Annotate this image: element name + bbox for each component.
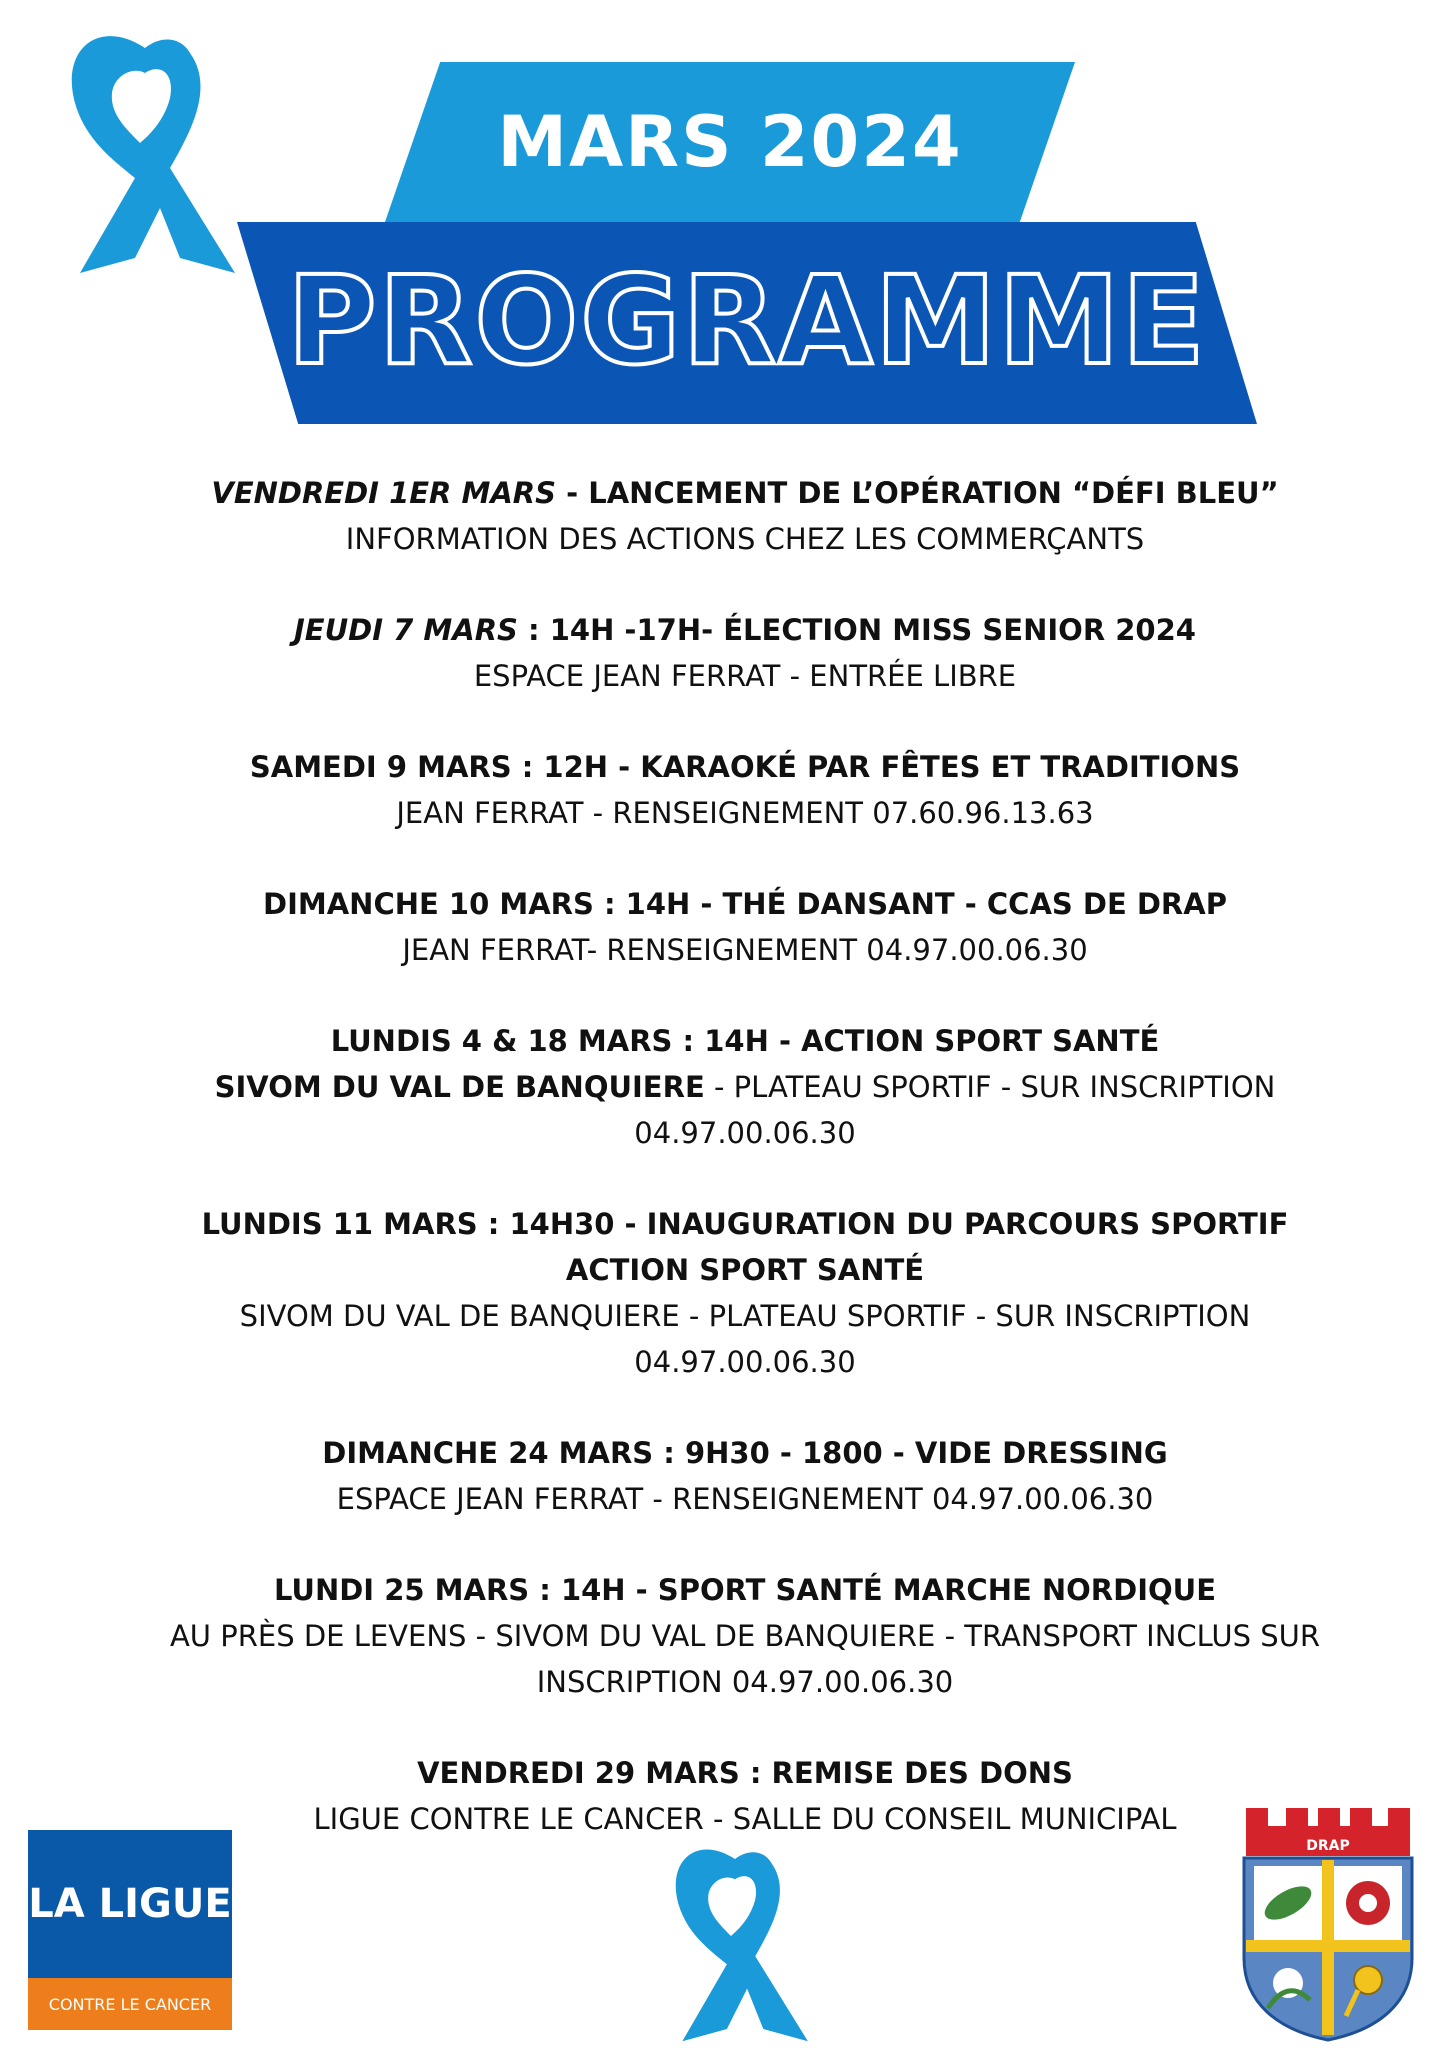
event-headline: DIMANCHE 10 MARS : 14H - THÉ DANSANT - CCAS DE DRAP	[263, 887, 1227, 921]
programme-title: PROGRAMME	[287, 250, 1207, 392]
event-details: AU PRÈS DE LEVENS - SIVOM DU VAL DE BANQUIERE - TRANSPORT INCLUS SUR	[169, 1619, 1321, 1653]
ligue-contre-le-cancer-logo	[28, 1830, 232, 2030]
event-item	[100, 1018, 1390, 1156]
event-item	[100, 470, 1390, 562]
event-details: INFORMATION DES ACTIONS CHEZ LES COMMERÇANTS	[345, 522, 1145, 556]
event-phone: 04.97.00.06.30	[634, 1345, 856, 1379]
event-details: ESPACE JEAN FERRAT - ENTRÉE LIBRE	[473, 659, 1017, 693]
ligue-logo-subtitle: CONTRE LE CANCER	[48, 1994, 212, 2014]
event-details: SIVOM DU VAL DE BANQUIERE - PLATEAU SPORTIF - SUR INSCRIPTION	[239, 1299, 1251, 1333]
event-headline: VENDREDI 29 MARS : REMISE DES DONS	[417, 1756, 1073, 1790]
event-headline	[100, 607, 1390, 653]
event-headline: DIMANCHE 24 MARS : 9H30 - 1800 - VIDE DRESSING	[322, 1436, 1168, 1470]
event-headline: LUNDIS 4 & 18 MARS : 14H - ACTION SPORT SANTÉ	[330, 1024, 1160, 1058]
month-title: MARS 2024	[497, 101, 963, 183]
event-details: LIGUE CONTRE LE CANCER - SALLE DU CONSEIL MUNICIPAL	[313, 1802, 1177, 1836]
event-item	[100, 607, 1390, 699]
event-date: VENDREDI 1ER MARS	[211, 476, 557, 510]
event-item	[100, 1430, 1390, 1522]
programme-title-wrapper	[237, 222, 1257, 424]
event-details: ESPACE JEAN FERRAT - RENSEIGNEMENT 04.97.00.06.30	[336, 1482, 1154, 1516]
event-item	[100, 1201, 1390, 1385]
event-details	[100, 1064, 1390, 1110]
event-headline: LUNDIS 11 MARS : 14H30 - INAUGURATION DU PARCOURS SPORTIF	[201, 1207, 1289, 1241]
event-headline	[100, 470, 1390, 516]
event-item	[100, 881, 1390, 973]
event-headline: LUNDI 25 MARS : 14H - SPORT SANTÉ MARCHE NORDIQUE	[273, 1573, 1217, 1607]
event-item	[100, 744, 1390, 836]
event-details: JEAN FERRAT - RENSEIGNEMENT 07.60.96.13.63	[396, 796, 1094, 830]
event-location: - PLATEAU SPORTIF - SUR INSCRIPTION	[704, 1070, 1276, 1104]
drap-coat-of-arms-icon	[1238, 1808, 1418, 2043]
ligue-logo-bottom	[28, 1978, 232, 2030]
crest-label: DRAP	[1306, 1838, 1350, 1854]
event-organizer: SIVOM DU VAL DE BANQUIERE	[214, 1070, 705, 1104]
event-item	[100, 1567, 1390, 1705]
event-details-continued: INSCRIPTION 04.97.00.06.30	[536, 1665, 954, 1699]
blue-ribbon-icon	[650, 1830, 820, 2050]
blue-ribbon-icon	[40, 18, 250, 278]
event-item	[100, 1750, 1390, 1842]
event-details: JEAN FERRAT- RENSEIGNEMENT 04.97.00.06.30	[402, 933, 1088, 967]
event-date: JEUDI 7 MARS	[294, 613, 518, 647]
event-headline: SAMEDI 9 MARS : 12H - KARAOKÉ PAR FÊTES ET TRADITIONS	[249, 750, 1241, 784]
programme-list	[100, 470, 1390, 1887]
event-phone: 04.97.00.06.30	[634, 1116, 856, 1150]
ligue-logo-title: LA LIGUE	[28, 1881, 232, 1927]
ligue-logo-top	[28, 1830, 232, 1978]
event-title: : 14H -17H- ÉLECTION MISS SENIOR 2024	[517, 613, 1196, 647]
event-title: - LANCEMENT DE L’OPÉRATION “DÉFI BLEU”	[556, 476, 1279, 510]
event-subtitle: ACTION SPORT SANTÉ	[565, 1253, 925, 1287]
